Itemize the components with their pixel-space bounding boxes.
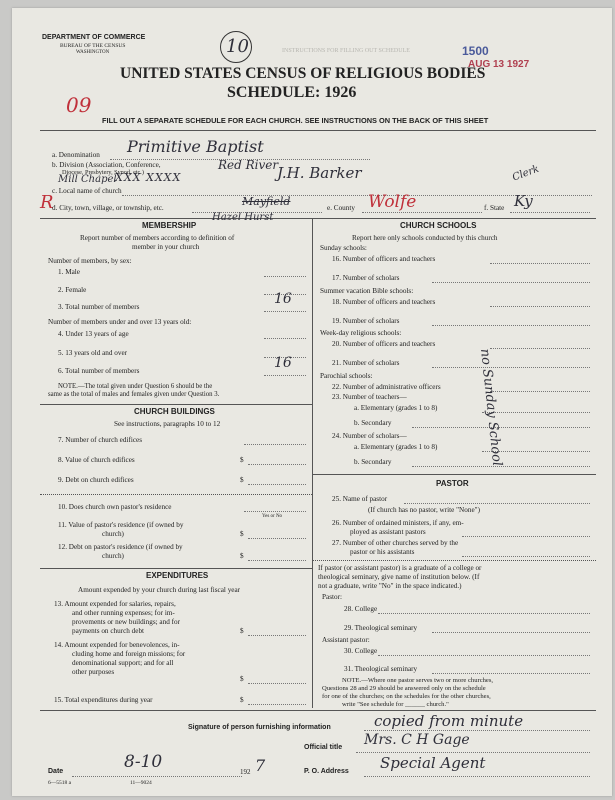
instruction-line: FILL OUT A SEPARATE SCHEDULE FOR EACH CHURCH. SEE INSTRUCTIONS ON THE BACK OF THIS SHEET [102,116,489,125]
parochial-heading: Parochial schools: [320,372,373,380]
date-value: 8-10 [124,752,163,772]
q14-line-4: other purposes [72,668,115,676]
po-address-value: Special Agent [380,754,486,772]
q2-female: 2. Female [58,286,87,294]
q11-label-2: church) [102,530,124,538]
q13-line-3: provements or new buildings; and for [72,618,180,626]
county-value: Wolfe [368,192,417,212]
q29: 29. Theological seminary [344,624,418,632]
q6-total: 6. Total number of members [58,367,140,375]
membership-intro-2: member in your church [132,243,200,251]
buildings-title: CHURCH BUILDINGS [134,407,215,416]
q11-dollar: $ [240,530,244,538]
buildings-sub: See instructions, paragraphs 10 to 12 [114,420,221,428]
pastor-note-4: write "See schedule for ______ church." [342,701,449,708]
membership-title: MEMBERSHIP [142,221,197,230]
red-handwritten-number: 09 [66,93,92,117]
grad-line-1: If pastor (or assistant pastor) is a graduate of a college or [318,564,482,572]
q25: 25. Name of pastor [332,495,388,503]
date-label: Date [48,768,64,775]
q27-line-1: 27. Number of other churches served by the [332,539,459,547]
q25-hint: (If church has no pastor, write "None") [368,506,480,514]
q23: 23. Number of teachers— [332,393,407,401]
signature-value: copied from minute [374,712,524,730]
q13-dollar: $ [240,627,244,635]
q14-dollar: $ [240,675,244,683]
q8-value: 8. Value of church edifices [58,456,135,464]
q24a: a. Elementary (grades 1 to 8) [354,443,438,451]
q6-total-value: 16 [274,355,292,371]
q19: 19. Number of scholars [332,317,400,325]
q15-total: 15. Total expenditures during year [54,696,153,704]
year-value: 7 [255,756,266,775]
denomination-label: a. Denomination [52,151,100,159]
asst-label: Assistant pastor: [322,636,370,644]
q4-under-13: 4. Under 13 years of age [58,330,129,338]
q3-total: 3. Total number of members [58,303,140,311]
membership-intro-1: Report number of members according to definition of [80,234,235,242]
q18: 18. Number of officers and teachers [332,298,436,306]
q30: 30. College [344,647,378,655]
q31: 31. Theological seminary [344,665,418,673]
weekday-heading: Week-day religious schools: [320,329,402,337]
form-title: UNITED STATES CENSUS OF RELIGIOUS BODIES [120,65,486,82]
q10-hint: Yes or No [262,514,283,519]
q24b: b. Secondary [354,458,392,466]
q13-line-1: 13. Amount expended for salaries, repairs, [54,600,176,608]
bureau-line: BUREAU OF THE CENSUS [60,43,126,49]
official-title-value: Mrs. C H Gage [364,732,470,748]
print-number: 11—9024 [130,780,152,786]
division-value: Red River [218,158,279,172]
q13-line-2: and other running expenses; for im- [72,609,175,617]
q14-line-1: 14. Amount expended for benevolences, in- [54,641,180,649]
city-label: d. City, town, village, or township, etc. [52,204,164,212]
q13-line-4: payments on church debt [72,627,145,635]
q26-line-1: 26. Number of ordained ministers, if any, em- [332,519,464,527]
q22: 22. Number of administrative officers [332,383,441,391]
city-struck-value: Mayfield [242,195,291,208]
county-label: e. County [327,204,355,212]
q10-residence: 10. Does church own pastor's residence [58,503,172,511]
q26-line-2: ployed as assistant pastors [350,528,426,536]
schools-title: CHURCH SCHOOLS [400,221,477,230]
q23a: a. Elementary (grades 1 to 8) [354,404,438,412]
q7-edifices: 7. Number of church edifices [58,436,143,444]
age-heading: Number of members under and over 13 years old: [48,318,192,326]
q24: 24. Number of scholars— [332,432,407,440]
q5-13-and-over: 5. 13 years old and over [58,349,128,357]
q11-label: 11. Value of pastor's residence (if owned by [58,521,184,529]
local-name-value-left: Mill Chapel [58,174,117,185]
pastor-title: PASTOR [436,479,469,488]
q15-dollar: $ [240,696,244,704]
grad-line-2: theological seminary, give name of institution below. (If [318,573,480,581]
grad-line-3: not a graduate, write "No" in the space indicated.) [318,582,462,590]
membership-note-2: same as the total of males and females given under Question 3. [48,391,220,398]
local-name-value-mid: J.H. Barker [277,164,362,182]
membership-handwritten-note: Hazel Hurst [212,212,274,223]
q28: 28. College [344,605,378,613]
pastor-note-2: Questions 28 and 29 should be answered only on the schedule [322,685,486,692]
q23b: b. Secondary [354,419,392,427]
q12-label-2: church) [102,552,124,560]
q3-total-value: 16 [274,291,292,307]
sunday-heading: Sunday schools: [320,244,367,252]
q1-male: 1. Male [58,268,80,276]
city-line: WASHINGTON [76,50,110,55]
expenditures-sub: Amount expended by your church during last fiscal year [78,586,241,594]
local-name-value-right: Clerk [510,163,541,184]
division-label: b. Division (Association, Conference, [52,161,161,169]
q14-line-3: denominational support; and for all [72,659,174,667]
q12-label: 12. Debt on pastor's residence (if owned by [58,543,183,551]
circled-number-text: 10 [226,36,249,57]
summer-heading: Summer vacation Bible schools: [320,287,414,295]
pastor-note-3: for one of the churches; on the schedules for the other churches, [322,693,491,700]
q12-dollar: $ [240,552,244,560]
schools-sub: Report here only schools conducted by this church [352,234,498,242]
pastor-label: Pastor: [322,593,342,601]
q17: 17. Number of scholars [332,274,400,282]
q8-dollar: $ [240,456,244,464]
received-date-stamp: AUG 13 1927 [468,59,530,70]
q9-debt: 9. Debt on church edifices [58,476,134,484]
membership-note-1: NOTE.—The total given under Question 6 should be the [58,383,213,390]
q21: 21. Number of scholars [332,359,400,367]
department-line: DEPARTMENT OF COMMERCE [42,34,146,41]
q9-dollar: $ [240,476,244,484]
local-name-label: c. Local name of church [52,187,122,195]
form-number: 6—5518 a [48,780,72,786]
stamp-number: 1500 [462,44,489,58]
q27-line-2: pastor or his assistants [350,548,415,556]
division-label-2: Diocese, Presbytery, Synod, etc.) [62,169,144,176]
expenditures-title: EXPENDITURES [146,571,209,580]
q20: 20. Number of officers and teachers [332,340,436,348]
census-form-sheet [12,8,612,796]
signature-label: Signature of person furnishing information [188,724,331,731]
pastor-note-1: NOTE.—Where one pastor serves two or more churches, [342,677,494,684]
state-label: f. State [484,204,505,212]
po-address-label: P. O. Address [304,768,349,775]
denomination-value: Primitive Baptist [127,137,264,156]
by-sex-heading: Number of members, by sex: [48,257,132,265]
q14-line-2: cluding home and foreign missions; for [72,650,186,658]
faint-back-text: INSTRUCTIONS FOR FILLING OUT SCHEDULE [282,48,410,54]
red-r-mark: R [40,192,54,213]
q16: 16. Number of officers and teachers [332,255,436,263]
official-title-label: Official title [304,744,343,751]
struck-text: XXX XXXX [115,171,182,184]
schedule-year: SCHEDULE: 1926 [227,84,357,101]
year-prefix: 192 [240,768,251,776]
schools-vertical-note: no Sunday School [477,348,505,467]
state-value: Ky [514,192,533,210]
